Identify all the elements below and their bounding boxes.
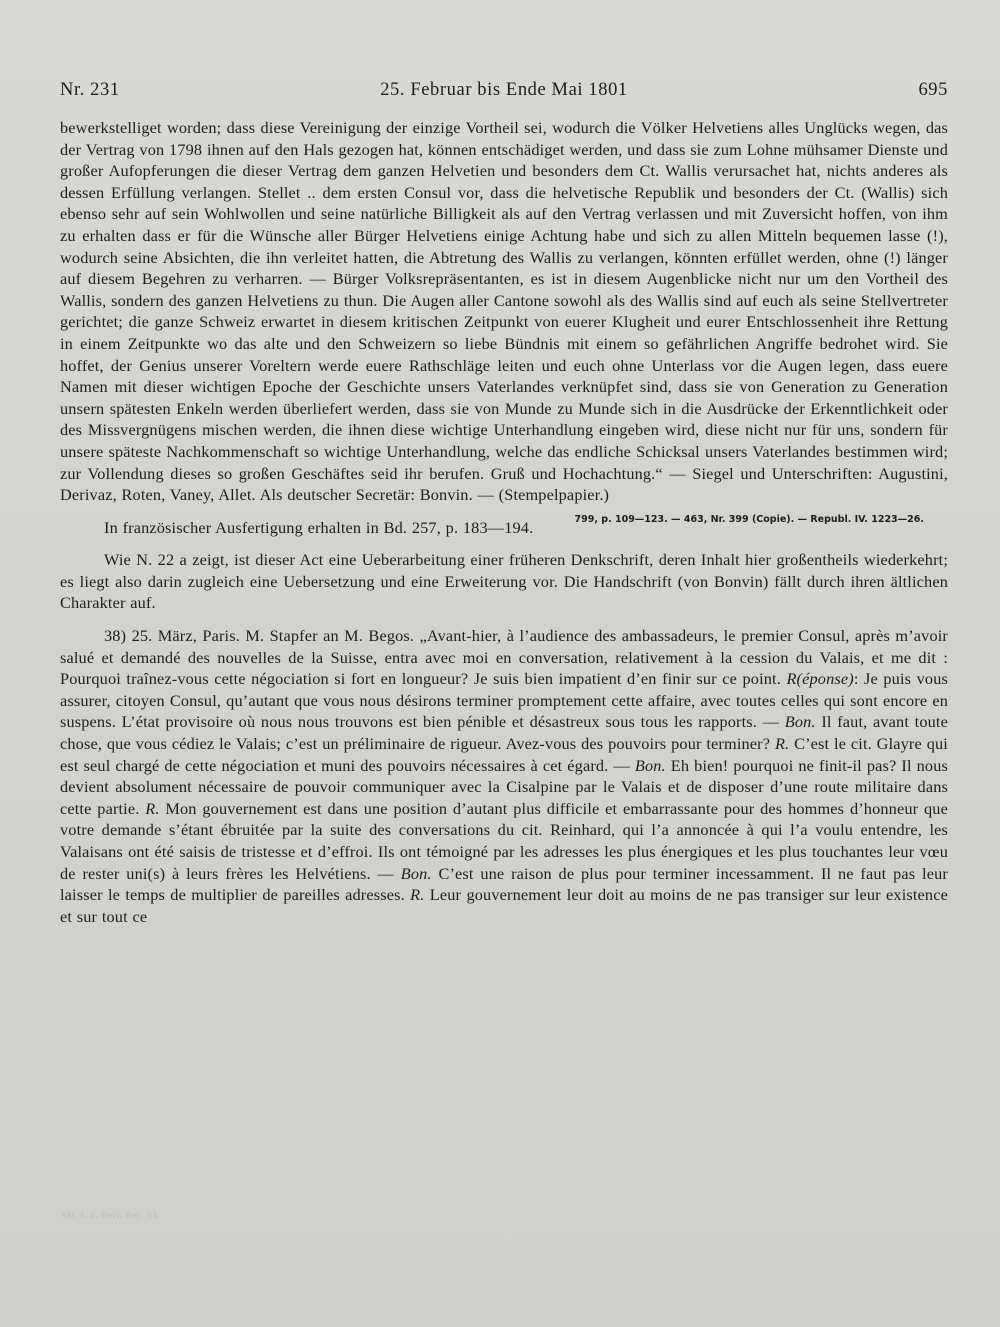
speaker-bon: Bon. <box>634 755 666 775</box>
speaker-r: R. <box>410 885 425 905</box>
entry-38-text-1: 38) 25. März, Paris. M. Stapfer an M. Begos. „Avant-hier, à l’audience des ambassadeurs, le premier Consul, après m’avoir salué et demandé des nouvelles de la Suisse, entra avec moi en conversation, relativement à la cession du Valais, et me dit : Pourquoi traînez-vous cette négociation si fort en longueur? Je suis bien impatient d’en finir sur ce point. <box>60 626 948 689</box>
continued-paragraph <box>60 117 948 525</box>
entry-38-text-7: C’est une raison de plus pour terminer incessamment. Il ne faut pas leur laisser le temps de multiplier de pareilles adresses. <box>60 863 948 905</box>
signature-mark: Akt. z. d. Helv. Rep. VI. <box>60 1210 160 1220</box>
speaker-bon: Bon. <box>400 863 432 883</box>
entry-38 <box>60 625 948 927</box>
entry-38-text-5: Eh bien! pourquoi ne finit-il pas? Il nous devient absolument nécessaire de pouvoir communiquer avec la Cisalpine par le Valais et de disposer d’une route militaire dans cette partie. <box>60 755 948 818</box>
speaker-r: R. <box>145 798 160 818</box>
running-header <box>60 80 948 106</box>
document-number: Nr. 231 <box>60 80 120 100</box>
entry-38-text-2: : Je puis vous assurer, citoyen Consul, qu’autant que vous nous désirons terminer promptement cette affaire, avec toutes celles qui sont encore en suspens. L’état provisoire où nous nous trouvons est bien pénible et désastreux sous tous les rapports. — <box>60 669 948 732</box>
date-range-title: 25. Februar bis Ende Mai 1801 <box>380 80 628 100</box>
entry-38-text-6: Mon gouvernement est dans une position d’autant plus difficile et embarrassante pour des hommes d’honneur que votre demande s’étant ébruitée par la suite des conversations du cit. Reinhard, qui l’a annoncée à qui l’a voulu entendre, les Valaisans ont été saisis de tristesse et d’effroi. Ils ont témoigné par les adresses les plus énergiques et les plus touchantes leur vœu de rester uni(s) à leurs frères les Helvétiens. — <box>60 798 948 883</box>
speaker-bon: Bon. <box>784 712 816 732</box>
entry-38-text-3: Il faut, avant toute chose, que vous cédiez le Valais; c’est un préliminaire de rigueur. Avez-vous des pouvoirs pour terminer? <box>60 712 948 754</box>
paragraph-text: bewerkstelliget worden; dass diese Vereinigung der einzige Vortheil sei, wodurch die Völker Helvetiens alles Unglücks wegen, das der Vertrag von 1798 ihnen auf den Hals gezogen hat, können entschädiget werden, und dass sie zum Lohne mühsamer Dienste und großer Aufopferungen die dieser Vertrag dem ganzen Helvetien und besonders dem Ct. Wallis verursachet hat, nichts anderes als dessen Erfüllung verlangen. Stellet .. dem ersten Consul vor, dass die helvetische Republik und besonders der Ct. (Wallis) sich ebenso sehr auf sein Wohlwollen und seine natürliche Billigkeit als auf den Vertrag verlassen und mit Zuversicht hoffen, von ihm zu erhalten dass er für die Wünsche aller Bürger Helvetiens einige Achtung habe und sich zu allen Mitteln bequemen lasse (!), wodurch seine Absichten, die ihn verleitet hatten, die Abtretung des Wallis zu verlangen, könnten erfüllet werden, ohne (!) länger auf diesem Begehren zu verharren. — Bürger Volksrepräsentanten, es ist in diesem Augenblicke nicht nur um den Vortheil des Wallis, sondern des ganzen Helvetiens zu thun. Die Augen aller Cantone sowohl als des Wallis sind auf euch als seine Stellvertreter gerichtet; die ganze Schweiz erwartet in diesem kritischen Zeitpunkt von euerer Klugheit und eurer Entschlossenheit ihre Rettung in einem Zeitpunkte wo das alte und den Schweizern so liebe Bündnis mit einem so gefährlichen Angriffe bedrohet wird. Sie hoffet, der Genius unserer Voreltern werde euere Rathschläge leiten und euch ohne Unterlass vor die Augen legen, dass euere Namen mit dieser wichtigen Epoche der Geschichte unsers Vaterlandes verknüpfet sind, dass sie von Generation zu Generation unsern spätesten Enkeln werden überliefert werden, dass sie von Munde zu Munde sich in die Ausdrücke der Erkenntlichkeit oder des Missvergnügens mischen werden, die ihnen diese wichtige Unterhandlung eingeben wird, diese nicht nur für uns, sondern für unsere späteste Nachkommenschaft so wichtige Unterhandlung, welche das endliche Schicksal unsers Vaterlandes bestimmen wird; zur Vollendung dieses so großen Geschäftes seid ihr berufen. Gruß und Hochachtung.“ — Siegel und Unterschriften: Augustini, Derivaz, Roten, Vaney, Allet. Als deutscher Secretär: Bonvin. — (Stempelpapier.) <box>60 118 948 505</box>
page-number: 695 <box>918 80 948 100</box>
page-body <box>60 117 948 927</box>
note-revision: Wie N. 22 a zeigt, ist dieser Act eine Ueberarbeitung einer früheren Denkschrift, deren Inhalt hier großentheils wiederkehrt; es liegt also darin zugleich eine Uebersetzung und eine Erweiterung vor. Die Handschrift (von Bonvin) fällt durch ihren ältlichen Charakter auf. <box>60 550 948 613</box>
speaker-r: R. <box>774 734 790 754</box>
source-reference: 799, p. 109—123. — 463, Nr. 399 (Copie). — Republ. IV. 1223—26. <box>574 513 924 525</box>
speaker-r: R(éponse) <box>786 669 854 689</box>
entry-38-text-8: Leur gouvernement leur doit au moins de ne pas transiger sur leur existence et sur tout ce <box>60 885 948 926</box>
note-french-copy: In französischer Ausfertigung erhalten in Bd. 257, p. 183—194. <box>104 517 534 537</box>
entry-38-text-4: C’est le cit. Glayre qui est seul chargé de cette négociation et muni des pouvoirs nécessaires à cet égard. — <box>60 734 948 775</box>
